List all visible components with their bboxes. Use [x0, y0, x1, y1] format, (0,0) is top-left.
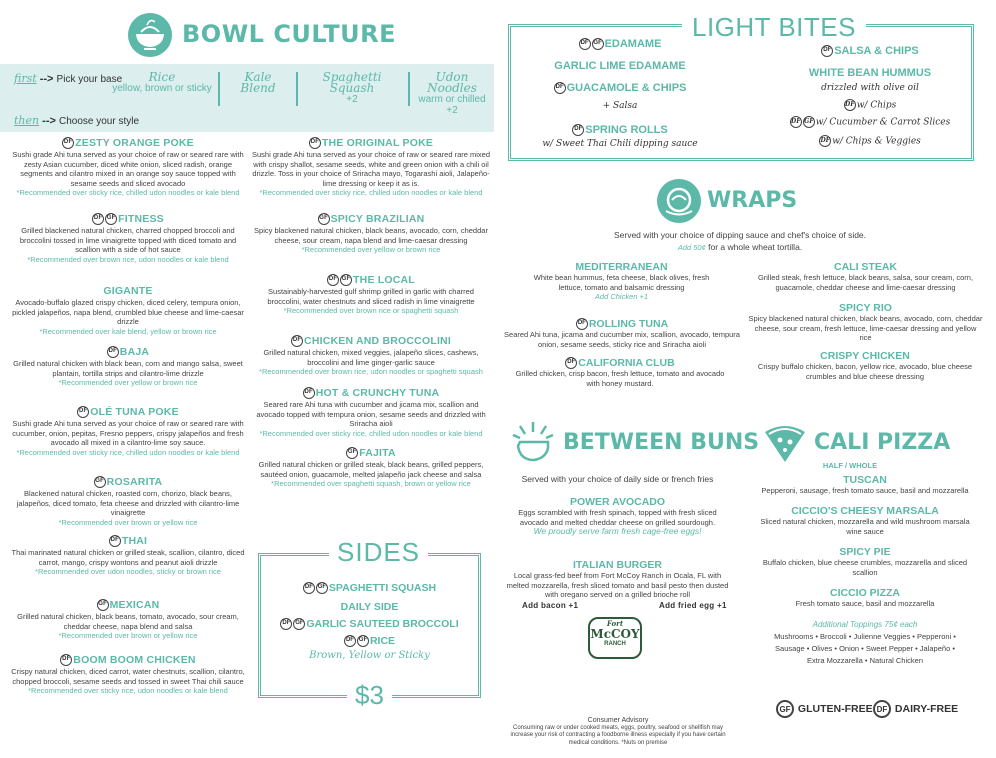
toppings-title: Additional Toppings 75¢ each — [812, 620, 918, 629]
mccoy-ranch-logo: Fort McCOY RANCH — [588, 617, 642, 659]
guacamole-chips: DF GUACAMOLE & CHIPS — [555, 82, 687, 94]
buns-intro: Served with your choice of daily side or french fries — [521, 474, 714, 484]
gluten-free-legend-icon: GF — [776, 700, 794, 718]
hand-sun-icon — [510, 420, 556, 462]
wrap-california-club: DF CALIFORNIA CLUB Grilled chicken, crisp bacon, fresh lettuce, tomato and avocado with honey mustard. — [515, 357, 725, 388]
toppings-line-3: Extra Mozzarella • Natural Chicken — [806, 656, 923, 665]
gluten-free-badge: GF — [105, 213, 117, 225]
dairy-free-badge: DF — [303, 387, 315, 399]
dairy-free-legend: DF DAIRY-FREE — [873, 700, 958, 718]
spring-rolls: DF SPRING ROLLS — [574, 124, 668, 136]
gluten-free-badge: GF — [97, 599, 109, 611]
bowl-hot-crunchy-tuna: DF HOT & CRUNCHY TUNA Seared rare Ahi tuna with cucumber and jicama mix, scallion and avocado topped with tempura onion, sesame seeds and drizzled with Sriracha aioli *Recommended over sticky rice, chilled udon noodles or kale blend — [256, 387, 486, 438]
gluten-free-badge: GF — [318, 213, 330, 225]
bowl-gigante: GIGANTE Avocado-buffalo glazed crispy chicken, diced celery, tempura onion, pickled jalapeños, napa blend, crumbled blue cheese and lime-caesar drizzle *Recommended over kale blend, yellow or brown rice — [12, 285, 244, 336]
bun-italian-burger: ITALIAN BURGER Local grass-fed beef from Fort McCoy Ranch in Ocala, FL with melted mozzarella, fresh sliced tomato and basil pesto then dusted with oregano served on a grilled brioche roll — [506, 559, 729, 599]
bowl-fajita: GF FAJITA Grilled natural chicken or grilled steak, black beans, grilled peppers, sautéed onion, guacamole, melted jalapeño jack cheese and salsa *Recommended over spaghetti squash, brown or yellow rice — [258, 447, 484, 488]
wrap-rolling-tuna: DF ROLLING TUNA Seared Ahi tuna, jicama and cucumber mix, scallion, avocado, tempura onion, sesame seeds, sticky rice and Sriracha aioli — [504, 318, 740, 349]
bun-power-avocado: POWER AVOCADO Eggs scrambled with fresh spinach, topped with fresh sliced avocado and melted cheddar cheese on grilled sourdough. We proudly serve farm fresh cage-free eggs! — [518, 496, 717, 536]
pizza-logo-icon — [762, 418, 808, 464]
dairy-free-legend-icon: DF — [873, 700, 891, 718]
wraps-intro: Served with your choice of dipping sauce and chef's choice of side. — [613, 230, 867, 240]
pizza-ciccio: CICCIO PIZZA Fresh tomato sauce, basil and mozzarella — [795, 587, 935, 608]
bowl-logo-icon — [127, 12, 173, 58]
gluten-free-legend: GF GLUTEN-FREE — [776, 700, 873, 718]
salsa-chips: DF SALSA & CHIPS — [823, 45, 919, 57]
base-udon: Udon Noodles warm or chilled +2 — [418, 70, 486, 116]
dairy-free-badge: DF — [109, 535, 121, 547]
wrap-mediterranean: MEDITERRANEAN White bean hummus, feta cheese, black olives, fresh lettuce, tomato and balsamic dressing Add Chicken +1 — [533, 261, 710, 301]
garlic-lime-edamame: GARLIC LIME EDAMAME — [554, 60, 686, 72]
toppings-line-2: Sausage • Olives • Onion • Sweet Pepper • Jalapeño • — [775, 644, 955, 653]
base-divider — [408, 72, 410, 106]
then-label: then — [14, 114, 40, 127]
bowl-zesty-orange-poke: DF ZESTY ORANGE POKE Sushi grade Ahi tuna served as your choice of raw or seared rare with zesty Asian cucumber, diced white onion, sliced radish, orange segments and cilantro mixed in an orange soy sauce topped with sesame seeds and sliced avocado *Recommended over sticky rice, chilled udon noodles or kale blend — [12, 137, 244, 197]
dairy-free-badge: DF — [77, 406, 89, 418]
spring-rolls-sauce: w/ Sweet Thai Chili dipping sauce — [542, 139, 698, 149]
pizza-spicy-pie: SPICY PIE Buffalo chicken, blue cheese crumbles, mozzarella and sliced scallion — [762, 546, 968, 577]
light-bites-title: LIGHT BITES — [682, 12, 866, 43]
hummus-drizzle: drizzled with olive oil — [821, 83, 919, 93]
base-divider — [218, 72, 220, 106]
side-broccoli: DF GF GARLIC SAUTEED BROCCOLI — [282, 618, 459, 630]
between-buns-title: BETWEEN BUNS — [563, 430, 760, 455]
side-daily: DAILY SIDE — [340, 601, 399, 613]
add-bacon: Add bacon +1 — [522, 601, 579, 610]
bowl-culture-title: BOWL CULTURE — [182, 20, 396, 48]
bowl-chicken-broccolini: DF CHICKEN AND BROCCOLINI Grilled natural chicken, mixed veggies, jalapeño slices, cashews, broccolini and lime ginger-garlic sauce *Recommended over brown rice, udon noodles or spaghetti squash — [259, 335, 483, 376]
wrap-cali-steak: CALI STEAK Grilled steak, fresh lettuce, black beans, salsa, sour cream, corn, guacamole, cheddar cheese and lime-caesar dressing — [757, 261, 974, 292]
cali-pizza-title: CALI PIZZA — [814, 430, 951, 455]
pizza-cheesy-marsala: CICCIO'S CHEESY MARSALA Sliced natural chicken, mozzarella and wild mushroom marsala wine sauce — [760, 505, 970, 536]
pizza-sizes: HALF / WHOLE — [822, 461, 878, 470]
wraps-intro-note: Add 50¢ for a whole wheat tortilla. — [677, 242, 803, 252]
wrap-logo-icon — [656, 178, 702, 224]
dairy-free-badge: DF — [62, 137, 74, 149]
bowl-boom-boom-chicken: DF BOOM BOOM CHICKEN Crispy natural chicken, diced carrot, water chestnuts, scallion, cilantro, chopped broccoli, sesame seeds and tossed in sweet Thai chili sauce *Recommended over sticky rice, udon noodles or kale blend — [11, 654, 245, 695]
side-spaghetti-squash: DF GF SPAGHETTI SQUASH — [304, 582, 437, 594]
hummus-chips-veggies: DF w/ Chips & Veggies — [820, 136, 921, 147]
hummus-cucumber: DF GF w/ Cucumber & Carrot Slices — [791, 117, 951, 128]
add-fried-egg: Add fried egg +1 — [659, 601, 727, 610]
white-bean-hummus: WHITE BEAN HUMMUS — [808, 67, 932, 79]
pick-base-label: Pick your base — [56, 74, 123, 85]
bowl-baja: DF BAJA Grilled natural chicken with black bean, corn and mango salsa, sweet plantain, tortilla strips and cilantro-lime drizzle *Recommended over yellow or brown rice — [13, 346, 243, 387]
dairy-free-badge: DF — [60, 654, 72, 666]
toppings-line-1: Mushrooms • Broccoli • Julienne Veggies • Pepperoni • — [774, 632, 956, 641]
first-label: first — [14, 72, 37, 85]
consumer-advisory: Consumer Advisory Consuming raw or under cooked meats, eggs, poultry, seafood or shellfish may increase your risk of contracting a foodborne illness especially if you have certain medical conditions. *Nuts on premise — [510, 717, 726, 746]
gluten-free-badge: GF — [346, 447, 358, 459]
dairy-free-badge: DF — [327, 274, 339, 286]
sides-price: $3 — [347, 680, 392, 711]
bowl-ole-tuna-poke: DF OLÉ TUNA POKE Sushi grade Ahi tuna served as your choice of raw or seared rare with cucumber, onion, pepitas, Fresno peppers, crispy jalapeños and fresh avocado all mixed in a cilantro-lime soy sauce. *Recommended over sticky rice, chilled udon noodles or kale blend — [12, 406, 244, 457]
dairy-free-badge: DF — [309, 137, 321, 149]
bowl-original-poke: DF THE ORIGINAL POKE Sushi grade Ahi tuna served as your choice of raw or seared rare mixed with crispy shallot, sesame seeds, white and green onion with a chili oil drizzle. Toss in your choice of Sriracha mayo, Togarashi aioli, Jalapeño-lime dressing or keep it as is. *Recommended over sticky rice, chilled udon noodles or kale blend — [251, 137, 491, 197]
sides-title: SIDES — [329, 537, 428, 568]
base-divider — [296, 72, 298, 106]
bowl-the-local: DF GF THE LOCAL Sustainably-harvested gulf shrimp grilled in garlic with charred broccolini, water chestnuts and sliced radish in lime vinaigrette *Recommended over brown rice or spaghetti squash — [267, 274, 475, 315]
salsa-add: + Salsa — [602, 101, 638, 111]
rice-options: Brown, Yellow or Sticky — [309, 650, 430, 661]
gluten-free-badge: GF — [94, 476, 106, 488]
bowl-rosarita: GF ROSARITA Blackened natural chicken, roasted corn, chorizo, black beans, jalapeños, diced tomato, feta cheese and drizzled with cilantro-lime vinaigrette *Recommended over brown or yellow rice — [16, 476, 240, 527]
bowl-mexican: GF MEXICAN Grilled natural chicken, black beans, tomato, avocado, sour cream, cheddar cheese, napa blend and salsa *Recommended over brown or yellow rice — [17, 599, 239, 640]
dairy-free-badge: DF — [92, 213, 104, 225]
choose-style-label: Choose your style — [58, 116, 140, 127]
hummus-chips: DF w/ Chips — [844, 100, 897, 111]
bowl-thai: DF THAI Thai marinated natural chicken or grilled steak, scallion, cilantro, diced carrot, mango, crispy wontons and peanut aioli drizzle *Recommended over udon noodles, sticky or brown rice — [11, 535, 245, 576]
base-squash: Spaghetti Squash +2 — [322, 70, 382, 105]
dairy-free-badge: DF — [291, 335, 303, 347]
edamame: DF GF EDAMAME — [580, 38, 662, 50]
bowl-spicy-brazilian: GF SPICY BRAZILIAN Spicy blackened natural chicken, black beans, avocado, corn, cheddar cheese, sour cream, napa blend and lime-caesar dressing *Recommended over yellow or brown rice — [254, 213, 488, 254]
wrap-spicy-rio: SPICY RIO Spicy blackened natural chicken, black beans, avocado, corn, cheddar cheese, sour cream, fresh lettuce, lime-caesar dressing and yellow rice — [748, 302, 983, 342]
wraps-title: WRAPS — [707, 188, 798, 213]
then-step: then --> Choose your style — [14, 114, 140, 127]
base-rice: Rice yellow, brown or sticky — [112, 70, 212, 94]
dairy-free-badge: DF — [107, 346, 119, 358]
wrap-crispy-chicken: CRISPY CHICKEN Crispy buffalo chicken, bacon, yellow rice, avocado, blue cheese crumbles and blue cheese dressing — [757, 350, 973, 381]
bowl-fitness: DF GF FITNESS Grilled blackened natural chicken, charred chopped broccoli and broccolini tossed in lime vinaigrette topped with diced tomato and scallion with a side of hot sauce *Recommended over brown rice, udon noodles or kale blend — [19, 213, 237, 264]
side-rice: DF GF RICE — [345, 635, 396, 647]
first-step: first --> Pick your base — [14, 72, 123, 85]
gluten-free-badge: GF — [340, 274, 352, 286]
base-kale: Kale Blend — [240, 70, 276, 95]
pizza-tuscan: TUSCAN Pepperoni, sausage, fresh tomato sauce, basil and mozzarella — [761, 474, 969, 495]
